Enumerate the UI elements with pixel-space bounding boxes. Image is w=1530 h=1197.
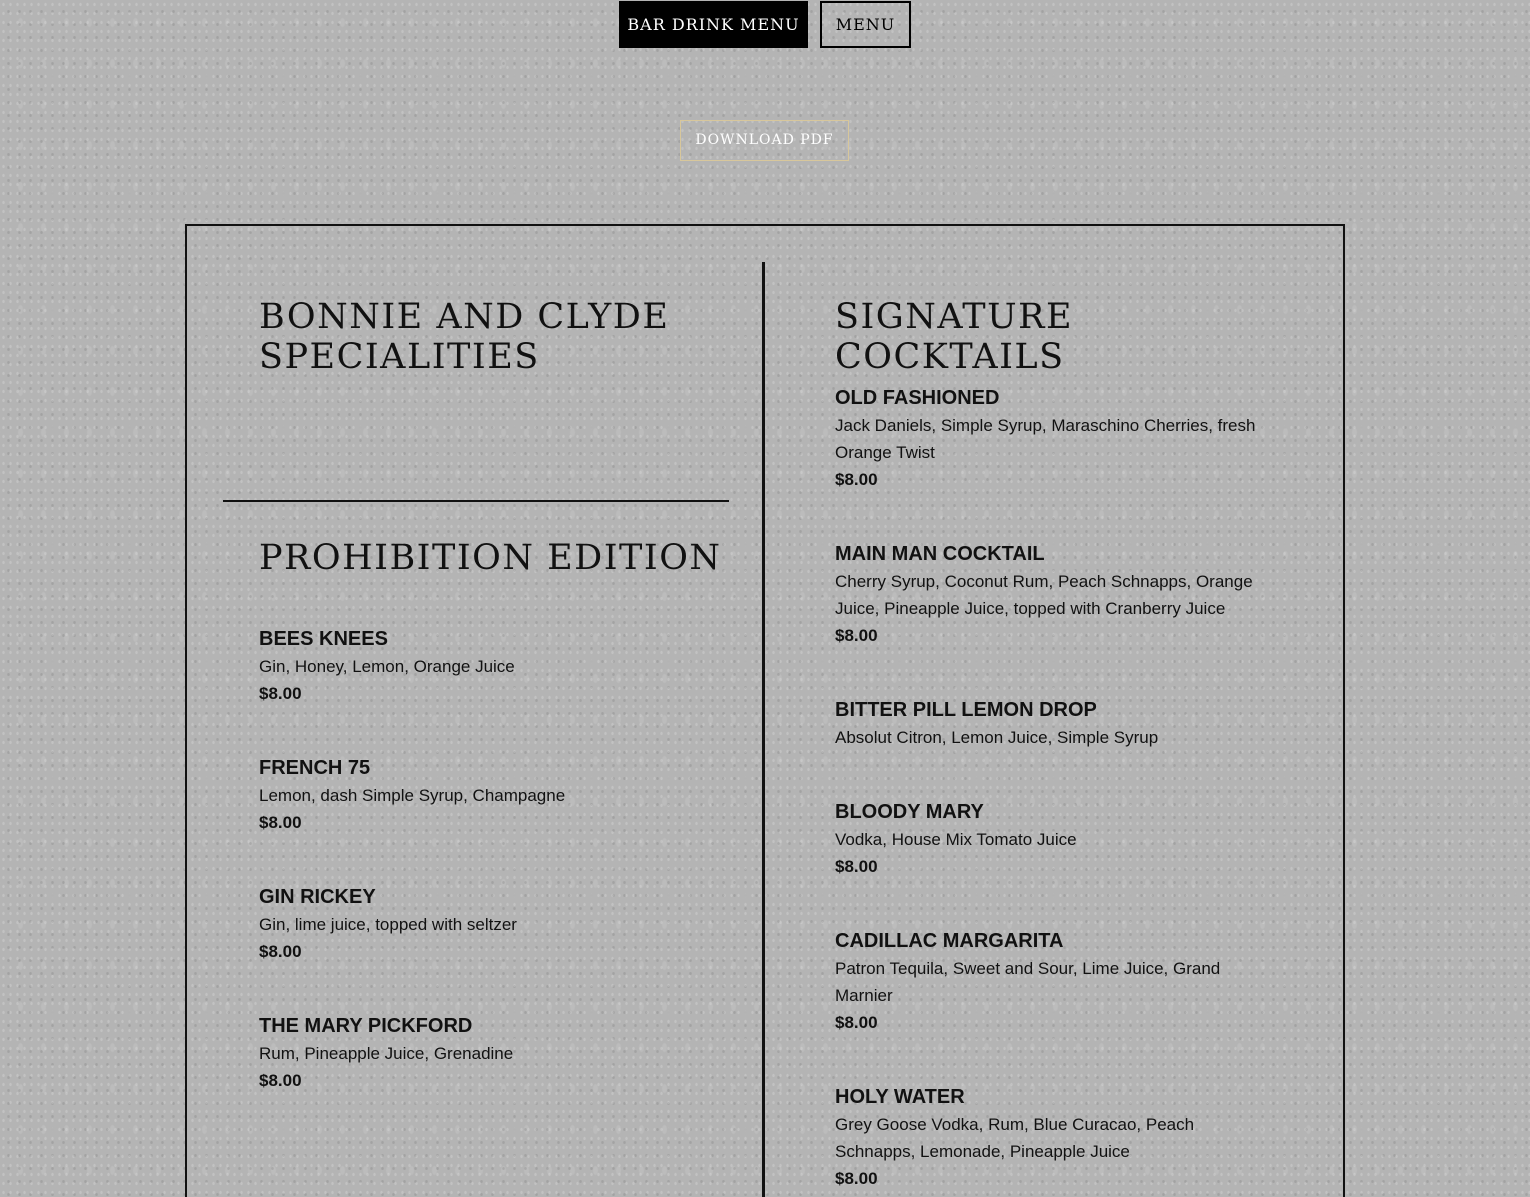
menu-item-description: Patron Tequila, Sweet and Sour, Lime Juice, Grand Marnier <box>835 959 1221 1005</box>
menu-item-name: BITTER PILL LEMON DROP <box>835 699 1097 721</box>
tab-bar-drink-menu[interactable]: BAR DRINK MENU <box>619 1 808 48</box>
menu-item-price: $8.00 <box>259 813 302 832</box>
menu-item-price: $8.00 <box>835 857 878 876</box>
menu-item-name: HOLY WATER <box>835 1086 965 1108</box>
menu-item-description: Grey Goose Vodka, Rum, Blue Curacao, Peach Schnapps, Lemonade, Pineapple Juice <box>835 1115 1195 1161</box>
menu-item-name: THE MARY PICKFORD <box>259 1015 473 1037</box>
tab-menu[interactable]: MENU <box>820 1 911 48</box>
menu-item <box>835 696 1267 751</box>
menu-item-description: Absolut Citron, Lemon Juice, Simple Syrup <box>835 728 1159 747</box>
section-title-signature: SIGNATURE COCKTAILS <box>835 297 1073 377</box>
menu-tabs <box>0 1 1530 48</box>
section-divider <box>223 500 729 502</box>
menu-item-description: Lemon, dash Simple Syrup, Champagne <box>259 786 566 805</box>
menu-item <box>259 883 699 965</box>
section-title-prohibition: PROHIBITION EDITION <box>259 538 722 578</box>
menu-item-price: $8.00 <box>835 1013 878 1032</box>
menu-item-price: $8.00 <box>835 470 878 489</box>
menu-item <box>835 798 1267 880</box>
menu-item-description: Rum, Pineapple Juice, Grenadine <box>259 1044 514 1063</box>
menu-item-price: $8.00 <box>835 1169 878 1188</box>
menu-item-description: Gin, lime juice, topped with seltzer <box>259 915 517 934</box>
signature-item-list <box>835 384 1267 1197</box>
section-title-specialities: BONNIE AND CLYDE SPECIALITIES <box>259 297 670 377</box>
menu-item <box>835 927 1267 1036</box>
menu-item <box>259 1012 699 1094</box>
menu-item-price: $8.00 <box>259 684 302 703</box>
menu-item-name: BEES KNEES <box>259 628 388 650</box>
menu-item-name: FRENCH 75 <box>259 757 371 779</box>
menu-item <box>835 1083 1267 1192</box>
menu-item-name: GIN RICKEY <box>259 886 376 908</box>
download-pdf-button[interactable]: DOWNLOAD PDF <box>680 120 849 161</box>
menu-item-description: Cherry Syrup, Coconut Rum, Peach Schnapps, Orange Juice, Pineapple Juice, topped with Cranberry Juice <box>835 572 1253 618</box>
menu-item <box>259 625 699 707</box>
menu-item-name: BLOODY MARY <box>835 801 984 823</box>
menu-item <box>259 754 699 836</box>
menu-item <box>835 384 1267 493</box>
menu-item-description: Jack Daniels, Simple Syrup, Maraschino Cherries, fresh Orange Twist <box>835 416 1256 462</box>
menu-item-name: OLD FASHIONED <box>835 387 1000 409</box>
menu-item-price: $8.00 <box>259 1071 302 1090</box>
menu-item-name: CADILLAC MARGARITA <box>835 930 1064 952</box>
column-divider <box>762 262 765 1197</box>
menu-item-name: MAIN MAN COCKTAIL <box>835 543 1045 565</box>
menu-item-description: Vodka, House Mix Tomato Juice <box>835 830 1077 849</box>
menu-item-price: $8.00 <box>259 942 302 961</box>
menu-item <box>835 540 1267 649</box>
menu-item-price: $8.00 <box>835 626 878 645</box>
menu-item-description: Gin, Honey, Lemon, Orange Juice <box>259 657 515 676</box>
prohibition-item-list <box>259 625 699 1141</box>
